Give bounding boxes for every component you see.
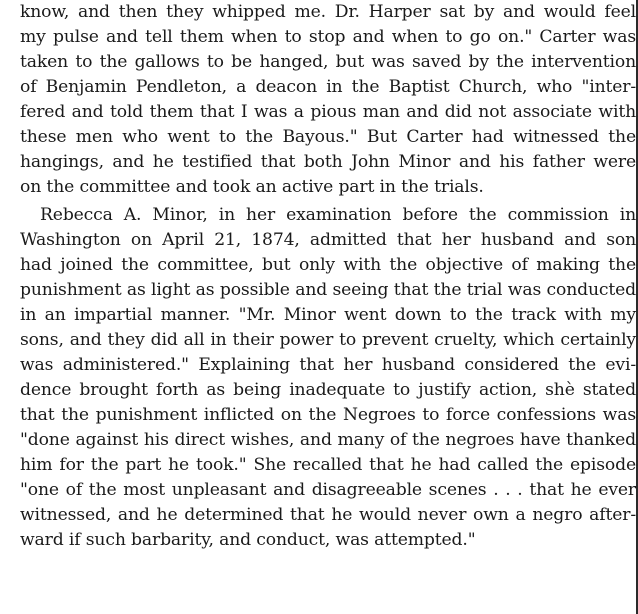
text-line: my pulse and tell them when to stop and when to go on." Carter was	[20, 27, 636, 47]
text-line: ward if such barbarity, and conduct, was attempted."	[20, 530, 476, 550]
text-line: these men who went to the Bayous." But Carter had witnessed the	[20, 127, 636, 147]
text-line: of Benjamin Pendleton, a deacon in the Baptist Church, who "inter-	[20, 77, 636, 97]
text-line: know, and then they whipped me. Dr. Harper sat by and would feel	[20, 2, 636, 22]
text-line: hangings, and he testified that both John Minor and his father were	[20, 152, 636, 172]
text-line: that the punishment inflicted on the Negroes to force confessions was	[20, 405, 636, 425]
text-line: him for the part he took." She recalled that he had called the episode	[20, 455, 636, 475]
text-line: sons, and they did all in their power to prevent cruelty, which certainly	[20, 330, 636, 350]
text-line: Washington on April 21, 1874, admitted that her husband and son	[20, 230, 636, 250]
text-line: was administered." Explaining that her husband considered the evi-	[20, 355, 636, 375]
text-line: punishment as light as possible and seeing that the trial was conducted	[20, 280, 636, 300]
text-line: "one of the most unpleasant and disagreeable scenes . . . that he ever	[20, 480, 636, 500]
text-line: "done against his direct wishes, and many of the negroes have thanked	[20, 430, 636, 450]
text-line: Rebecca A. Minor, in her examination before the commission in	[40, 205, 636, 225]
text-line: had joined the committee, but only with the objective of making the	[20, 255, 636, 275]
text-line: fered and told them that I was a pious man and did not associate with	[20, 102, 636, 122]
text-line: on the committee and took an active part in the trials.	[20, 177, 484, 197]
text-line: witnessed, and he determined that he would never own a negro after-	[20, 505, 636, 525]
text-line: taken to the gallows to be hanged, but was saved by the intervention	[20, 52, 636, 72]
text-line: dence brought forth as being inadequate to justify action, shè stated	[20, 380, 636, 400]
text-line: in an impartial manner. "Mr. Minor went down to the track with my	[20, 305, 636, 325]
